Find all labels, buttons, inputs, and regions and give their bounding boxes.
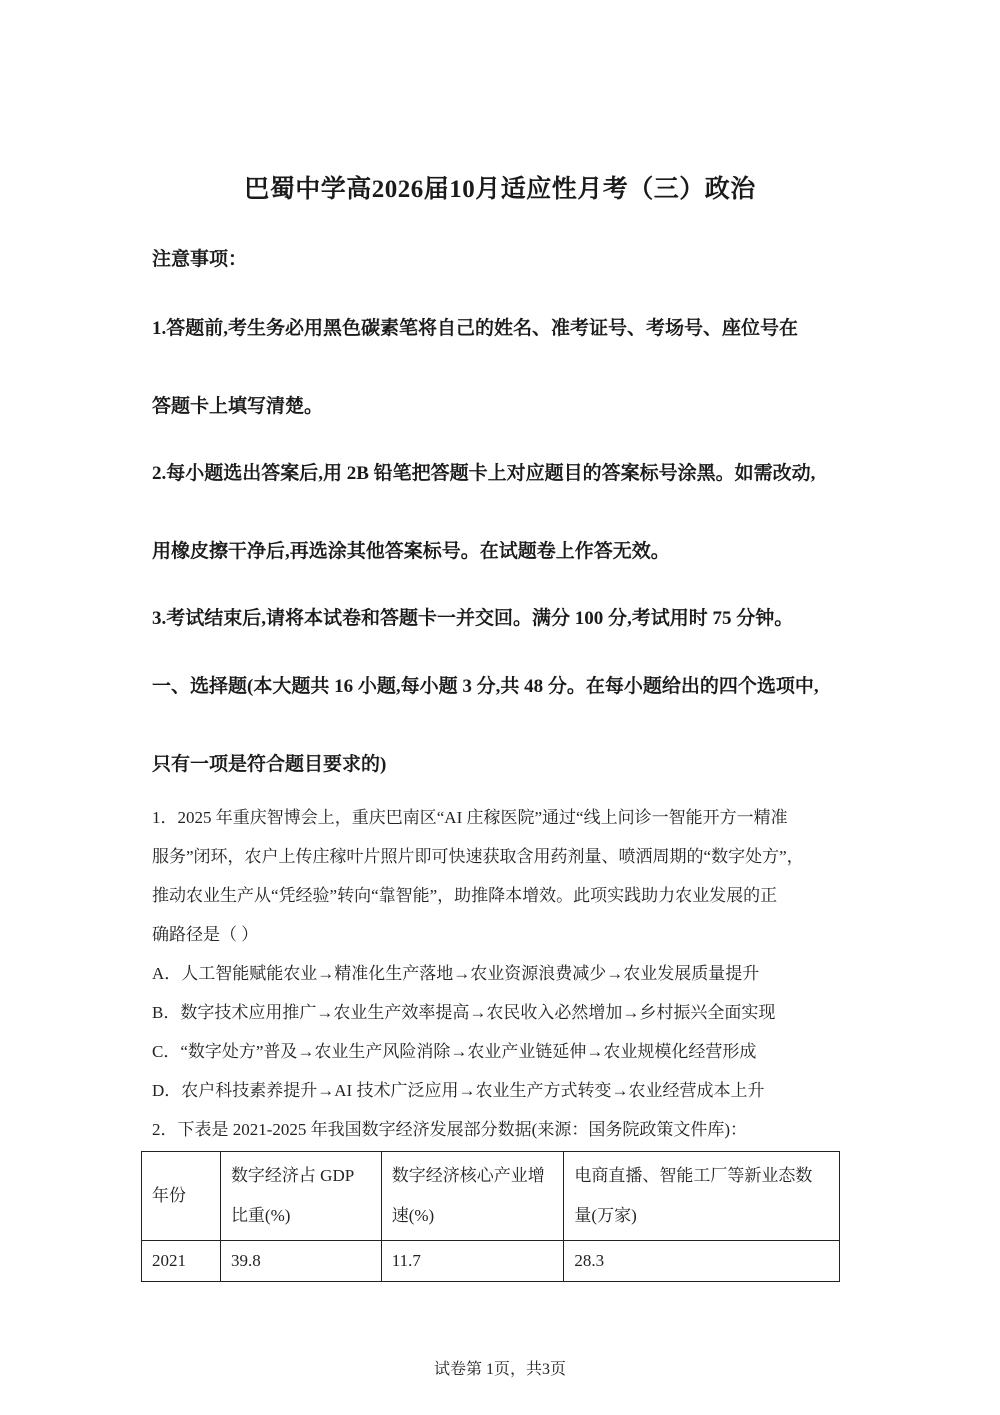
page-title: 巴蜀中学高2026届10月适应性月考（三）政治	[244, 176, 756, 203]
question-1-stem-line-4: 确路径是（ ）	[152, 925, 259, 944]
header-core-growth-line-1: 数字经济核心产业增	[391, 1166, 545, 1185]
header-core-growth	[381, 1152, 564, 1241]
question-1-option-d: D．农户科技素养提升→AI 技术广泛应用→农业生产方式转变→农业经营成本上升	[152, 1081, 765, 1100]
notice-heading: 注意事项：	[152, 249, 248, 270]
header-gdp-share	[220, 1152, 381, 1241]
question-1-option-b: B．数字技术应用推广→农业生产效率提高→农民收入必然增加→乡村振兴全面实现	[152, 1003, 776, 1022]
header-core-growth-line-2: 速(%)	[391, 1206, 435, 1225]
cell-year: 2021	[142, 1241, 221, 1282]
question-1-stem-line-3: 推动农业生产从“凭经验”转向“靠智能”，助推降本增效。此项实践助力农业发展的正	[152, 886, 778, 905]
cell-new-business: 28.3	[564, 1241, 840, 1282]
header-gdp-share-line-2: 比重(%)	[230, 1206, 291, 1225]
question-1-option-c: C．“数字处方”普及→农业生产风险消除→农业产业链延伸→农业规模化经营形成	[152, 1042, 757, 1061]
section-1-heading-line-1: 一、选择题(本大题共 16 小题,每小题 3 分,共 48 分。在每小题给出的四个选项中,	[152, 676, 819, 697]
notice-item-2-line-1: 2.每小题选出答案后,用 2B 铅笔把答题卡上对应题目的答案标号涂黑。如需改动,	[152, 463, 816, 484]
notice-item-2-line-2: 用橡皮擦干净后,再选涂其他答案标号。在试题卷上作答无效。	[152, 541, 670, 562]
question-2-stem: 2．下表是 2021-2025 年我国数字经济发展部分数据(来源：国务院政策文件库)：	[152, 1120, 747, 1139]
header-new-business-line-2: 量(万家)	[574, 1206, 637, 1225]
question-1-option-a: A．人工智能赋能农业→精准化生产落地→农业资源浪费减少→农业发展质量提升	[152, 964, 760, 983]
notice-item-1-line-1: 1.答题前,考生务必用黑色碳素笔将自己的姓名、准考证号、考场号、座位号在	[152, 318, 799, 339]
cell-gdp-share: 39.8	[220, 1241, 381, 1282]
header-new-business	[564, 1152, 840, 1241]
page-footer: 试卷第 1页，共3页	[433, 1361, 566, 1378]
table-row	[142, 1241, 840, 1282]
header-year	[142, 1152, 221, 1241]
cell-core-growth: 11.7	[381, 1241, 564, 1282]
section-1-heading-line-2: 只有一项是符合题目要求的)	[152, 754, 387, 775]
header-gdp-share-line-1: 数字经济占 GDP	[230, 1166, 355, 1185]
question-1-stem-line-1: 1．2025 年重庆智博会上，重庆巴南区“AI 庄稼医院”通过“线上问诊一智能开方一精准	[152, 808, 788, 827]
digital-economy-table	[141, 1151, 840, 1282]
header-year-label: 年份	[152, 1186, 186, 1205]
table-header-row	[142, 1152, 840, 1241]
notice-item-3: 3.考试结束后,请将本试卷和答题卡一并交回。满分 100 分,考试用时 75 分钟。	[152, 608, 794, 629]
question-1-stem-line-2: 服务”闭环，农户上传庄稼叶片照片即可快速获取含用药剂量、喷洒周期的“数字处方”，	[152, 847, 804, 866]
notice-item-1-line-2: 答题卡上填写清楚。	[152, 396, 324, 417]
header-new-business-line-1: 电商直播、智能工厂等新业态数	[574, 1166, 813, 1185]
